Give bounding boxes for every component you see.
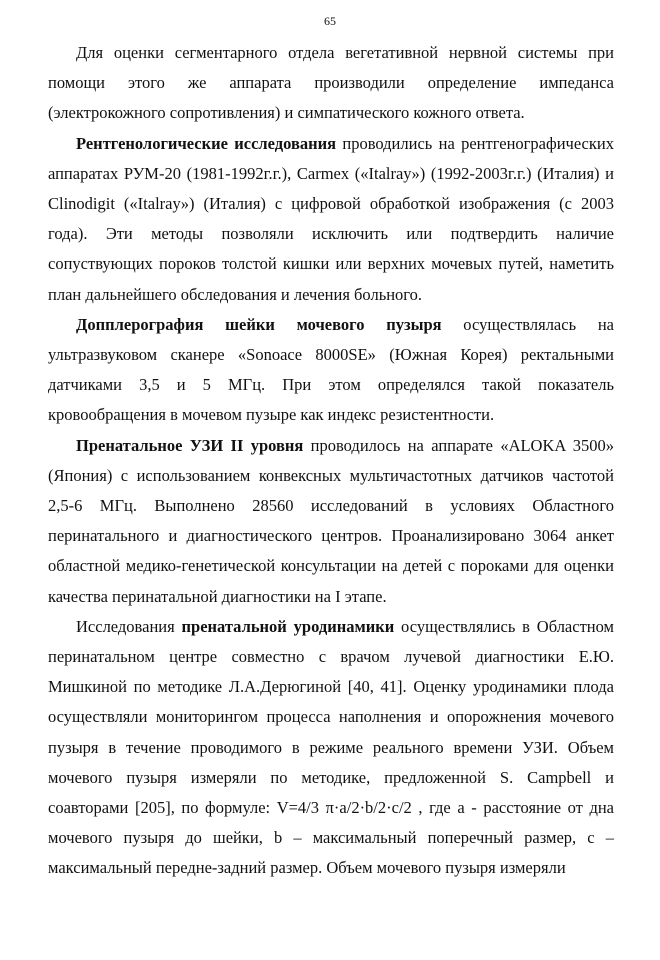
paragraph-text: Для оценки сегментарного отдела вегетативной нервной системы при помощи этого же аппарата производили определение импеданса (электрокожного сопротивления) и симпатического кожного ответа. — [48, 43, 614, 123]
paragraph-prenatal-urodynamics — [48, 612, 614, 884]
document-body — [48, 38, 614, 884]
paragraph-autonomic-testing — [48, 38, 614, 129]
paragraph-heading: пренатальной уродинамики — [181, 616, 395, 636]
paragraph-heading: Рентгенологические исследования — [76, 133, 337, 153]
paragraph-text: осуществлялись в Областном перинатальном центре совместно с врачом лучевой диагностики Е.Ю. Мишкиной по методике Л.А.Дерюгиной [40, 41]. Оценку уродинамики плода осуществляли мониторингом процесса наполнения и опорожнения мочевого пузыря в течение проводимого в режиме реального времени УЗИ. Объем мочевого пузыря измеряли по методике, предложенной S. Campbell и соавторами [205], по формуле: V=4/3 π·a/2·b/2·c/2 , где а - расстояние от дна мочевого пузыря до шейки, b – максимальный поперечный размер, с – максимальный передне-задний размер. Объем мочевого пузыря измеряли — [48, 616, 614, 878]
paragraph-doppler — [48, 310, 614, 431]
paragraph-heading: Пренатальное УЗИ II уровня — [76, 435, 304, 455]
paragraph-text: проводились на рентгенографических аппаратах РУМ-20 (1981-1992г.г.), Carmex («Italray») (1992-2003г.г.) (Италия) и Clinodigit («Italray») (Италия) с цифровой обработкой изображения (с 2003 года). Эти методы позволяли исключить или подтвердить наличие сопуствующих пороков толстой кишки или верхних мочевых путей, наметить план дальнейшего обследования и лечения больного. — [48, 133, 614, 304]
paragraph-prefix: Исследования — [76, 616, 182, 636]
page-number: 65 — [324, 14, 336, 28]
paragraph-text: осуществлялась на ультразвуковом сканере «Sonoace 8000SE» (Южная Корея) ректальными датчиками 3,5 и 5 МГц. При этом определялся такой показатель кровообращения в мочевом пузыре как индекс резистентности. — [48, 314, 614, 425]
paragraph-text: проводилось на аппарате «ALOKA 3500» (Япония) с использованием конвексных мультичастотных датчиков частотой 2,5-6 МГц. Выполнено 28560 исследований в условиях Областного перинатального и диагностического центров. Проанализировано 3064 анкет областной медико-генетической консультации на детей с пороками для оценки качества перинатальной диагностики на I этапе. — [48, 435, 614, 606]
paragraph-prenatal-ultrasound — [48, 431, 614, 612]
paragraph-heading: Допплерография шейки мочевого пузыря — [76, 314, 442, 334]
paragraph-radiology — [48, 129, 614, 310]
